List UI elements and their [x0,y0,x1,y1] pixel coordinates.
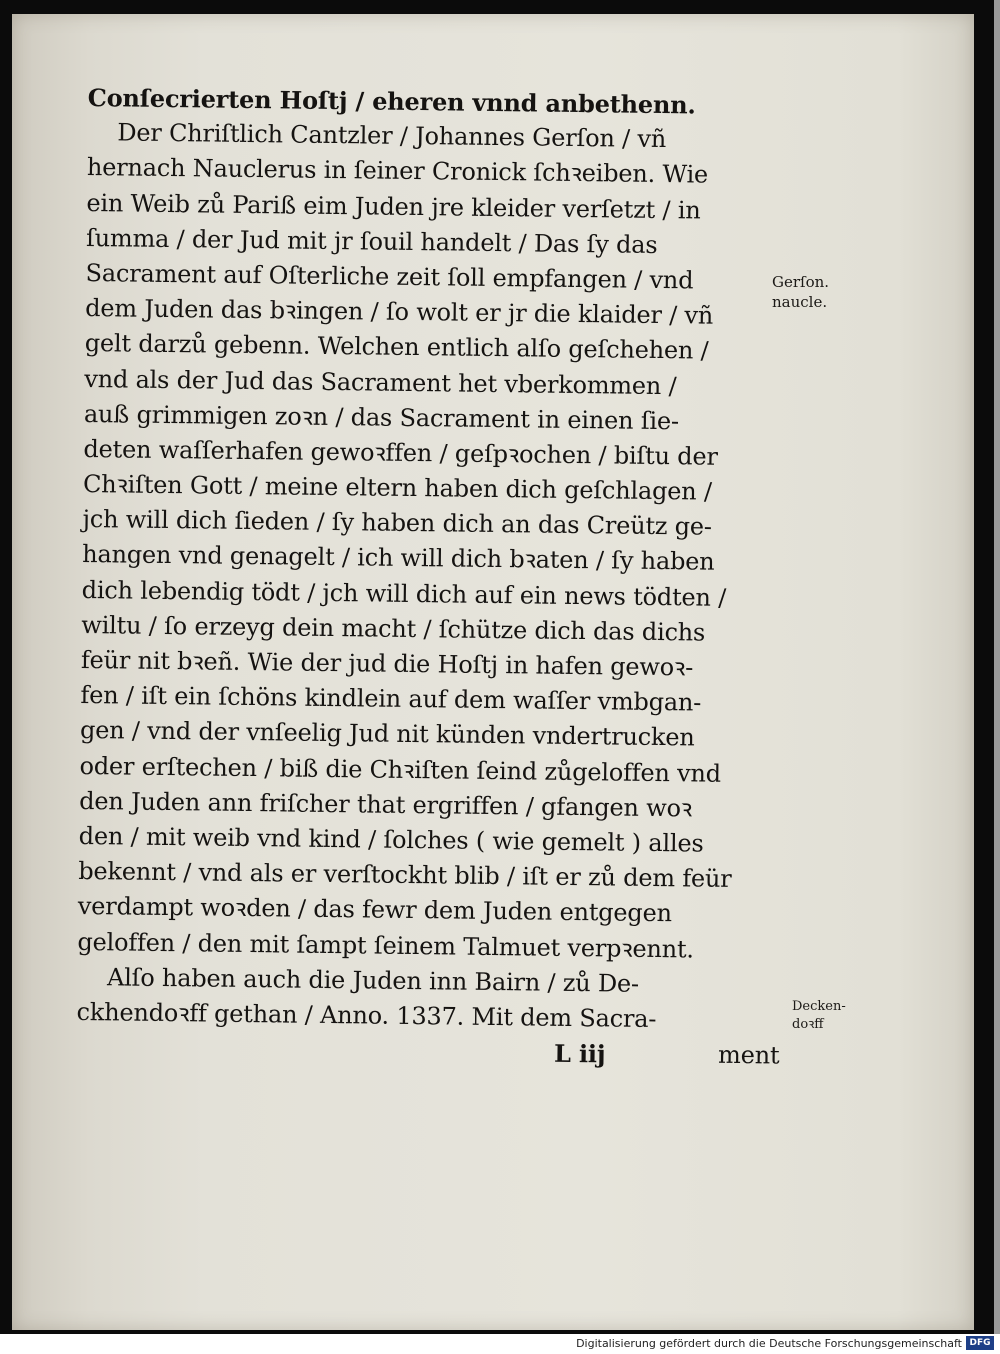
text-line: gen / vnd der vnſeelig Jud nit künden vndertrucken [79,716,695,752]
margin-note-line: Decken- [792,999,846,1014]
text-line: dem Juden das bꝛingen / ſo wolt er jr die klaider / vñ [85,294,714,330]
text-line: auß grimmigen zoꝛn / das Sacrament in einen ſie- [83,399,680,435]
margin-note-gerson [772,272,829,312]
margin-note-deckendorff [792,998,846,1034]
text-line: feür nit bꝛeñ. Wie der jud die Hoſtj in hafen gewoꝛ- [80,645,694,682]
text-line: Alſo haben auch die Juden inn Bairn / zů De- [106,962,640,998]
text-line: deten waſſerhafen gewoꝛffen / geſpꝛochen / biſtu der [83,434,718,471]
text-line: geloffen / den mit ſampt ſeinem Talmuet verpꝛennt. [77,927,695,963]
footer-credit-text: Digitalisierung gefördert durch die Deutsche Forschungsgemeinschaft [576,1337,962,1350]
margin-note-line: Gerſon. [772,273,830,291]
text-line: vnd als der Jud das Sacrament het vberkommen / [84,364,677,400]
text-line: Chꝛiſten Gott / meine eltern haben dich geſchlagen / [82,470,713,506]
catchword: ment [717,1040,780,1070]
text-line: jch will dich ſieden / ſy haben dich an das Creütz ge- [82,505,712,541]
text-line: ſumma / der Jud mit jr ſouil handelt / Das ſy das [85,223,658,259]
margin-note-line: doꝛff [792,1017,824,1032]
text-line: den Juden ann friſcher that ergriffen / gfangen woꝛ [79,786,693,823]
scan-edge-ruler [994,0,1000,1334]
text-line: ckhendoꝛff gethan / Anno. 1337. Mit dem Sacra- [76,997,657,1033]
text-line: verdampt woꝛden / das fewr dem Juden entgegen [77,892,673,928]
text-line: hernach Nauclerus in ſeiner Cronick ſchꝛeiben. Wie [86,153,709,189]
text-line: ein Weib zů Pariß eim Juden jre kleider verſetzt / in [86,188,701,225]
text-line: oder erſtechen / biß die Chꝛiſten ſeind zůgeloffen vnd [79,751,722,788]
margin-note-line: naucle. [772,293,828,311]
text-line: fen / iſt ein ſchöns kindlein auf dem waſſer vmbgan- [80,681,702,717]
text-line: wiltu / ſo erzeyg dein macht / ſchütze dich das dichs [81,610,706,647]
text-line: den / mit weib vnd kind / ſolches ( wie gemelt ) alles [78,821,704,858]
dfg-logo-icon: DFG [966,1336,994,1350]
text-line: gelt darzů gebenn. Welchen entlich alſo geſchehen / [84,329,709,365]
text-line: hangen vnd genagelt / ich will dich bꝛaten / ſy haben [82,540,715,577]
text-line: Der Chriſtlich Cantzler / Johannes Gerſon / vñ [117,118,667,154]
signature-mark: L iij [553,1038,606,1069]
digitization-footer [0,1334,1000,1354]
page-body-text [76,80,778,1074]
text-line: dich lebendig tödt / jch will dich auf ein news tödten / [81,575,727,612]
text-line: Conſecrierten Hoſtj / eheren vnnd anbethenn. [87,82,696,120]
text-line: Sacrament auf Oſterliche zeit ſoll empfangen / vnd [85,258,694,295]
text-line: bekennt / vnd als er verſtockht blib / iſt er zů dem feür [78,857,732,894]
